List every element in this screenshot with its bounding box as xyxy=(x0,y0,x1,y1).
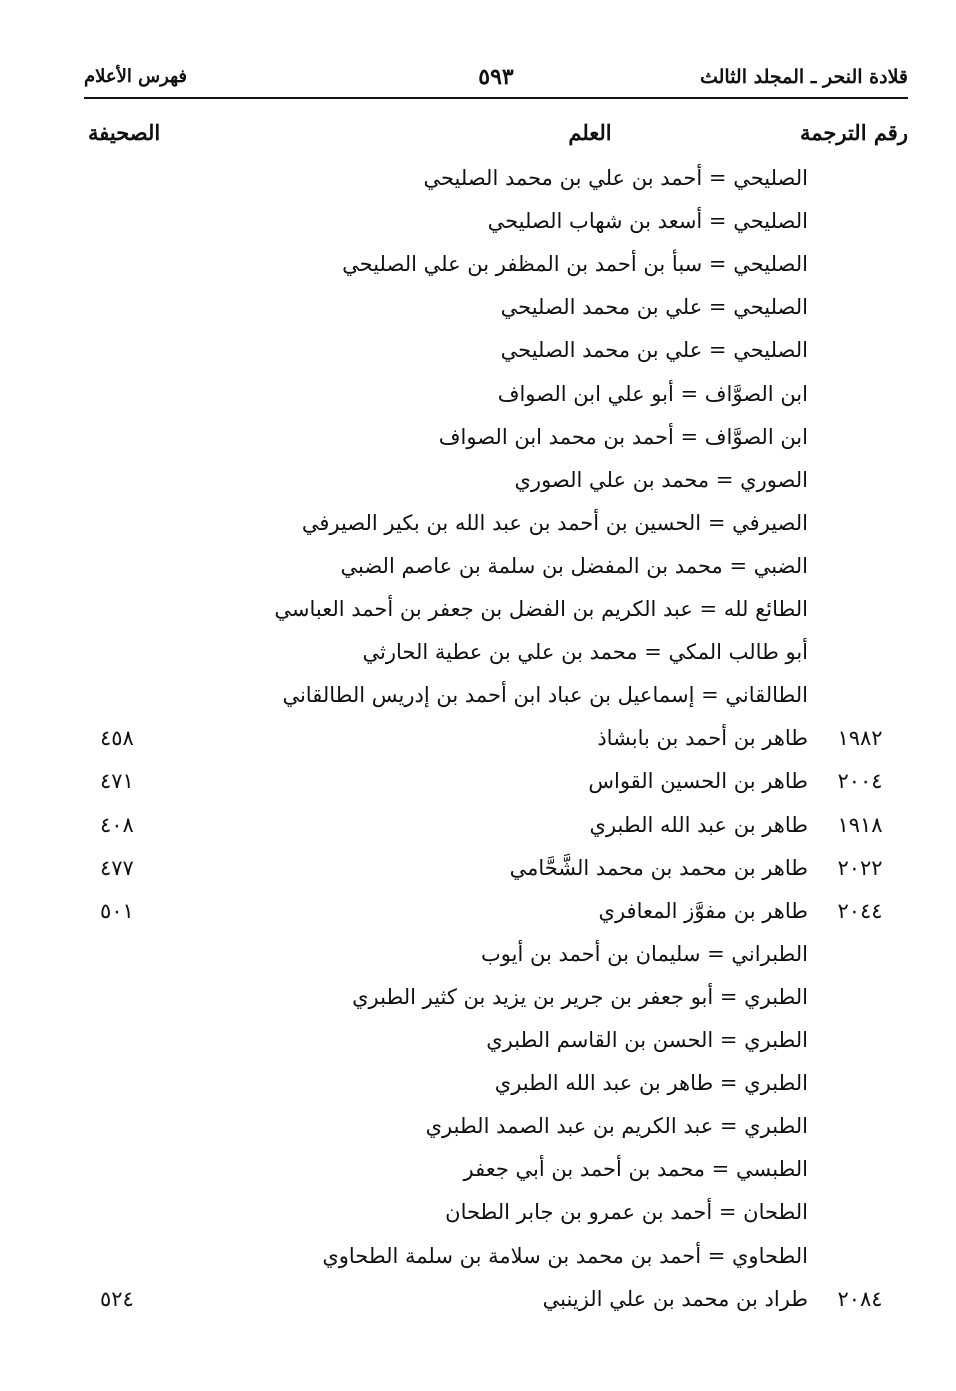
index-entry xyxy=(0,726,956,766)
entry-name: الطائع لله = عبد الكريم بن الفضل بن جعفر بن أحمد العباسي xyxy=(274,597,808,621)
entry-name: الصليحي = أسعد بن شهاب الصليحي xyxy=(487,209,808,234)
entry-number: ١٩١٨ xyxy=(837,812,883,837)
index-entry xyxy=(0,1028,956,1068)
index-entry xyxy=(0,166,956,206)
index-entry xyxy=(0,1157,956,1197)
index-entry xyxy=(0,813,956,853)
entry-name: الطبسي = محمد بن أحمد بن أبي جعفر xyxy=(463,1157,808,1182)
index-entry xyxy=(0,382,956,422)
entry-name: الصليحي = علي بن محمد الصليحي xyxy=(500,338,808,363)
entry-name: ابن الصوَّاف = أبو علي ابن الصواف xyxy=(497,381,808,406)
index-entry xyxy=(0,899,956,939)
entry-page: ٤٥٨ xyxy=(100,726,134,751)
entry-name: الصليحي = علي بن محمد الصليحي xyxy=(500,295,808,320)
entry-name: الصليحي = أحمد بن علي بن محمد الصليحي xyxy=(423,166,808,190)
entry-page: ٥٢٤ xyxy=(100,1286,134,1311)
index-entry xyxy=(0,1200,956,1240)
entry-number: ٢٠٢٢ xyxy=(837,855,883,880)
index-entry xyxy=(0,769,956,809)
entry-name: طاهر بن أحمد بن بابشاذ xyxy=(597,726,808,751)
entry-number: ٢٠٠٤ xyxy=(837,769,883,794)
entry-name: أبو طالب المكي = محمد بن علي بن عطية الحارثي xyxy=(362,640,808,665)
index-entry xyxy=(0,468,956,508)
entry-name: الطبري = أبو جعفر بن جرير بن يزيد بن كثير الطبري xyxy=(352,984,808,1009)
entry-name: طاهر بن الحسين القواس xyxy=(588,769,808,794)
entry-name: الصليحي = سبأ بن أحمد بن المظفر بن علي الصليحي xyxy=(342,252,808,277)
index-entry xyxy=(0,597,956,637)
index-entry xyxy=(0,1287,956,1327)
entry-name: طاهر بن محمد بن محمد الشَّحَّامي xyxy=(509,855,808,880)
page-number: ٥٩٣ xyxy=(478,64,514,90)
index-entry xyxy=(0,1244,956,1284)
entry-name: الطبري = الحسن بن القاسم الطبري xyxy=(486,1028,808,1052)
entry-name: الطبراني = سليمان بن أحمد بن أيوب xyxy=(481,941,808,966)
header-rule xyxy=(84,97,908,99)
entry-page: ٥٠١ xyxy=(100,898,134,923)
index-entry xyxy=(0,856,956,896)
book-title: قلادة النحر ـ المجلد الثالث xyxy=(699,66,908,88)
entry-name: الضبي = محمد بن المفضل بن سلمة بن عاصم الضبي xyxy=(340,553,808,578)
entry-name: الصوري = محمد بن علي الصوري xyxy=(514,467,808,492)
index-entry xyxy=(0,985,956,1025)
entry-name: ابن الصوَّاف = أحمد بن محمد ابن الصواف xyxy=(438,424,808,449)
index-entry xyxy=(0,1071,956,1111)
entry-page: ٤٧٧ xyxy=(100,855,134,880)
entry-page: ٤٧١ xyxy=(100,769,134,794)
column-header-number: رقم الترجمة xyxy=(799,120,908,145)
entry-page: ٤٠٨ xyxy=(100,812,134,837)
index-entry xyxy=(0,942,956,982)
column-header-name: العلم xyxy=(568,120,612,145)
column-header-page: الصحيفة xyxy=(88,120,161,145)
section-title: فهرس الأعلام xyxy=(84,66,187,87)
entry-number: ٢٠٨٤ xyxy=(837,1286,883,1311)
index-entry xyxy=(0,554,956,594)
index-entry xyxy=(0,295,956,335)
index-entry xyxy=(0,1114,956,1154)
entry-name: طراد بن محمد بن علي الزينبي xyxy=(542,1286,808,1311)
entry-name: طاهر بن عبد الله الطبري xyxy=(589,812,808,837)
entry-name: الطحان = أحمد بن عمرو بن جابر الطحان xyxy=(445,1200,808,1225)
page-header xyxy=(84,62,908,96)
index-entry xyxy=(0,640,956,680)
index-entry xyxy=(0,209,956,249)
index-entry xyxy=(0,338,956,378)
entry-name: الطالقاني = إسماعيل بن عباد ابن أحمد بن إدريس الطالقاني xyxy=(282,683,808,708)
entry-name: الطبري = طاهر بن عبد الله الطبري xyxy=(494,1071,808,1096)
entry-name: الطحاوي = أحمد بن محمد بن سلامة بن سلمة الطحاوي xyxy=(322,1243,808,1268)
index-entry xyxy=(0,683,956,723)
index-entry xyxy=(0,511,956,551)
index-entry xyxy=(0,252,956,292)
entry-name: الصيرفي = الحسين بن أحمد بن عبد الله بن بكير الصيرفي xyxy=(301,510,808,535)
entry-name: طاهر بن مفوَّز المعافري xyxy=(598,898,808,923)
entry-number: ١٩٨٢ xyxy=(837,726,883,751)
index-entry xyxy=(0,425,956,465)
entry-name: الطبري = عبد الكريم بن عبد الصمد الطبري xyxy=(425,1114,808,1139)
entry-number: ٢٠٤٤ xyxy=(837,898,883,923)
